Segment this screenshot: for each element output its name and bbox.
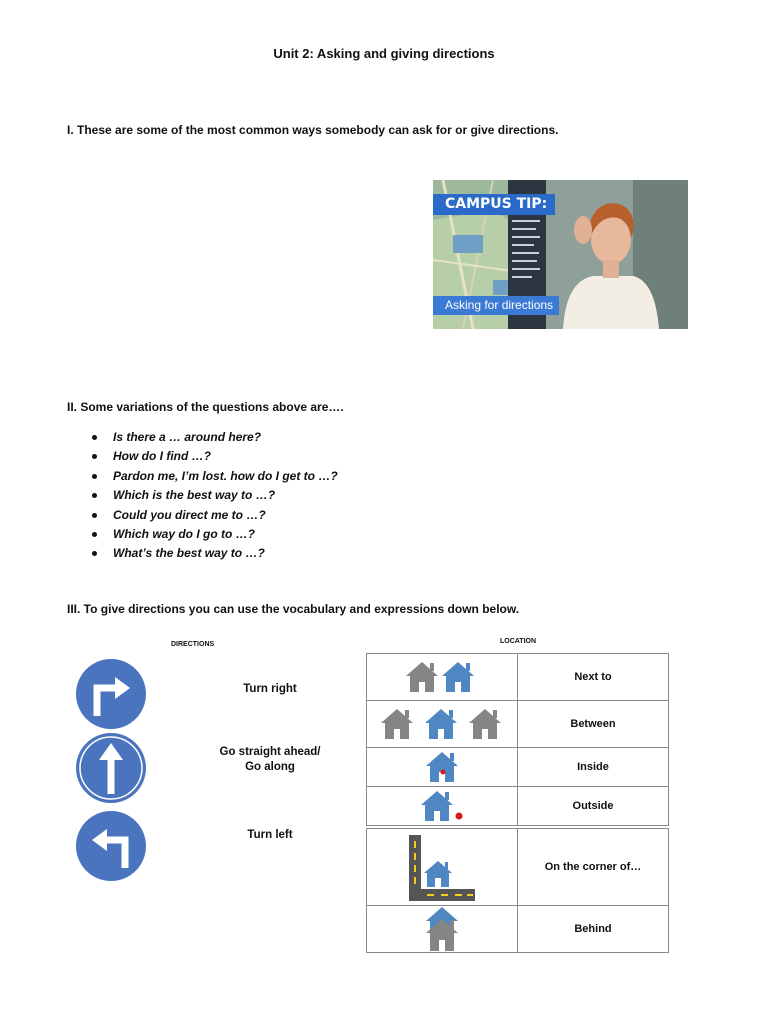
- corner-cell: [367, 829, 518, 906]
- section-3-heading: III. To give directions you can use the vocabulary and expressions down below.: [67, 602, 520, 616]
- table-row: [367, 701, 669, 748]
- section-1-heading: I. These are some of the most common ways somebody can ask for or give directions.: [67, 123, 559, 137]
- video-subtitle-banner: Asking for directions: [433, 296, 559, 315]
- question-variations-list: [92, 428, 338, 564]
- list-item: Pardon me, I’m lost. how do I get to …?: [92, 467, 338, 486]
- between-cell: [367, 701, 518, 748]
- inside-house-icon: [422, 750, 462, 784]
- list-item: Is there a … around here?: [92, 428, 338, 447]
- video-thumbnail[interactable]: [433, 180, 688, 329]
- go-straight-label: [200, 745, 340, 775]
- corner-label: On the corner of…: [518, 829, 669, 906]
- section-2-heading: II. Some variations of the questions above are….: [67, 400, 344, 414]
- location-caption: LOCATION: [500, 638, 537, 645]
- outside-cell: [367, 787, 518, 826]
- table-row: [367, 787, 669, 826]
- list-item: Which way do I go to …?: [92, 525, 338, 544]
- turn-right-label: Turn right: [243, 683, 297, 695]
- page-title: Unit 2: Asking and giving directions: [273, 46, 495, 61]
- list-item: Which is the best way to …?: [92, 486, 338, 505]
- between-label: Between: [518, 701, 669, 748]
- behind-cell: [367, 906, 518, 953]
- directions-caption: DIRECTIONS: [171, 641, 215, 648]
- next-to-cell: [367, 654, 518, 701]
- straight-ahead-sign-icon: [75, 732, 147, 804]
- table-row: [367, 906, 669, 953]
- list-item: How do I find …?: [92, 447, 338, 466]
- between-houses-icon: [377, 707, 507, 741]
- turn-right-sign-icon: [75, 658, 147, 730]
- location-table: [366, 653, 669, 953]
- behind-label: Behind: [518, 906, 669, 953]
- list-item: What’s the best way to …?: [92, 544, 338, 563]
- inside-label: Inside: [518, 748, 669, 787]
- table-row: [367, 654, 669, 701]
- inside-cell: [367, 748, 518, 787]
- behind-house-icon: [422, 907, 462, 951]
- table-row: [367, 829, 669, 906]
- corner-house-icon: [405, 833, 479, 901]
- next-to-label: Next to: [518, 654, 669, 701]
- outside-label: Outside: [518, 787, 669, 826]
- turn-left-sign-icon: [75, 810, 147, 882]
- go-straight-line-1: Go straight ahead/: [219, 746, 321, 758]
- go-straight-line-2: Go along: [245, 761, 295, 773]
- list-item: Could you direct me to …?: [92, 506, 338, 525]
- turn-left-label: Turn left: [247, 829, 293, 841]
- next-to-houses-icon: [402, 660, 482, 694]
- outside-house-icon: [417, 789, 467, 823]
- table-row: [367, 748, 669, 787]
- campus-tip-banner: CAMPUS TIP:: [433, 194, 555, 215]
